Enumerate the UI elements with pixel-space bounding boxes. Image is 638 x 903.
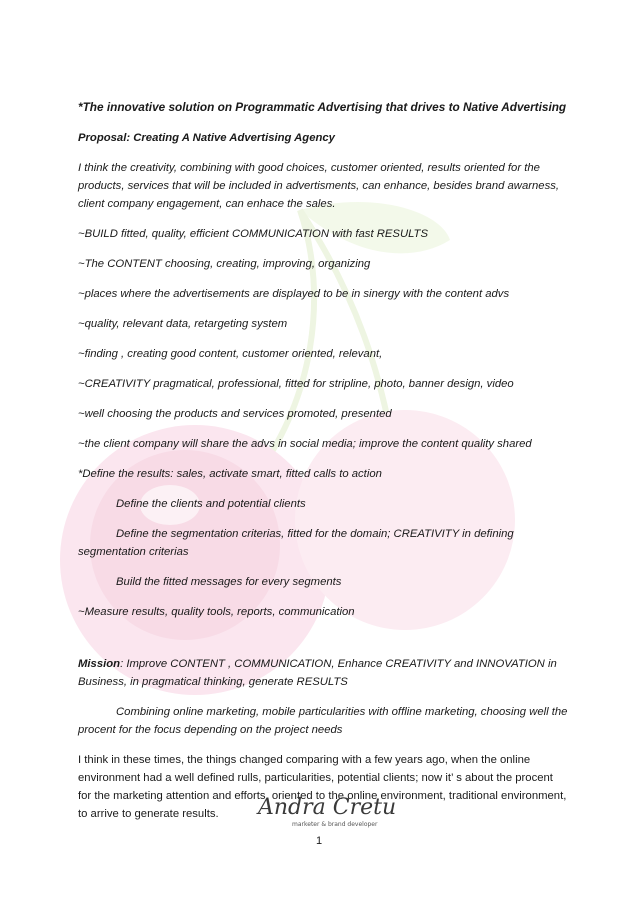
- signature-subtitle: marketer & brand developer: [292, 821, 378, 828]
- list-item: ~places where the advertisements are displayed to be in sinergy with the content advs: [78, 288, 510, 300]
- list-item: ~CREATIVITY pragmatical, professional, fitted for stripline, photo, banner design, video: [78, 378, 514, 390]
- list-item: ~The CONTENT choosing, creating, improving, organizing: [78, 258, 371, 270]
- sub-list-item: Define the segmentation criterias, fitted for the domain; CREATIVITY in defining segmentation criterias: [78, 528, 514, 558]
- proposal-line: [78, 129, 568, 147]
- list-item: ~well choosing the products and services promoted, presented: [78, 408, 392, 420]
- document-body: [78, 98, 568, 835]
- mission-text: : Improve CONTENT , COMMUNICATION, Enhance CREATIVITY and INNOVATION in Business, in pragmatical thinking, generate RESULTS: [78, 658, 557, 688]
- list-item: ~the client company will share the advs in social media; improve the content quality shared: [78, 438, 532, 450]
- sub-list-item: Define the clients and potential clients: [116, 498, 306, 510]
- page-number: 1: [315, 835, 323, 847]
- conclusion-paragraph: I think in these times, the things changed comparing with a few years ago, when the online environment had a well defined rulls, particularities, potential clients; now it’ s about the procent for the marketing attention and efforts, oriented to the online environment, traditional environment, to arrive to generate results.: [78, 754, 567, 820]
- list-item: ~BUILD fitted, quality, efficient COMMUNICATION with fast RESULTS: [78, 228, 428, 240]
- signature-logo: [252, 792, 402, 832]
- proposal-label: Proposal: [78, 132, 127, 144]
- measure-line: ~Measure results, quality tools, reports, communication: [78, 606, 355, 618]
- document-title: *The innovative solution on Programmatic Advertising that drives to Native Advertising: [78, 100, 567, 114]
- list-item: ~finding , creating good content, customer oriented, relevant,: [78, 348, 383, 360]
- list-item: ~quality, relevant data, retargeting system: [78, 318, 288, 330]
- intro-paragraph: I think the creativity, combining with good choices, customer oriented, results oriented for the products, services that will be included in advertisments, can enhance, besides brand awarness, client company engagement, can enhace the sales.: [78, 162, 560, 210]
- list-item: *Define the results: sales, activate smart, fitted calls to action: [78, 468, 382, 480]
- mission-paragraph: [78, 655, 568, 691]
- signature-name: Andra Cretu: [258, 795, 397, 820]
- spacer: [78, 633, 568, 655]
- combining-paragraph: Combining online marketing, mobile particularities with offline marketing, choosing well the procent for the focus depending on the project needs: [78, 706, 568, 736]
- sub-list-item: Build the fitted messages for every segments: [116, 576, 342, 588]
- proposal-text: : Creating A Native Advertising Agency: [126, 132, 335, 144]
- mission-label: Mission: [78, 658, 121, 670]
